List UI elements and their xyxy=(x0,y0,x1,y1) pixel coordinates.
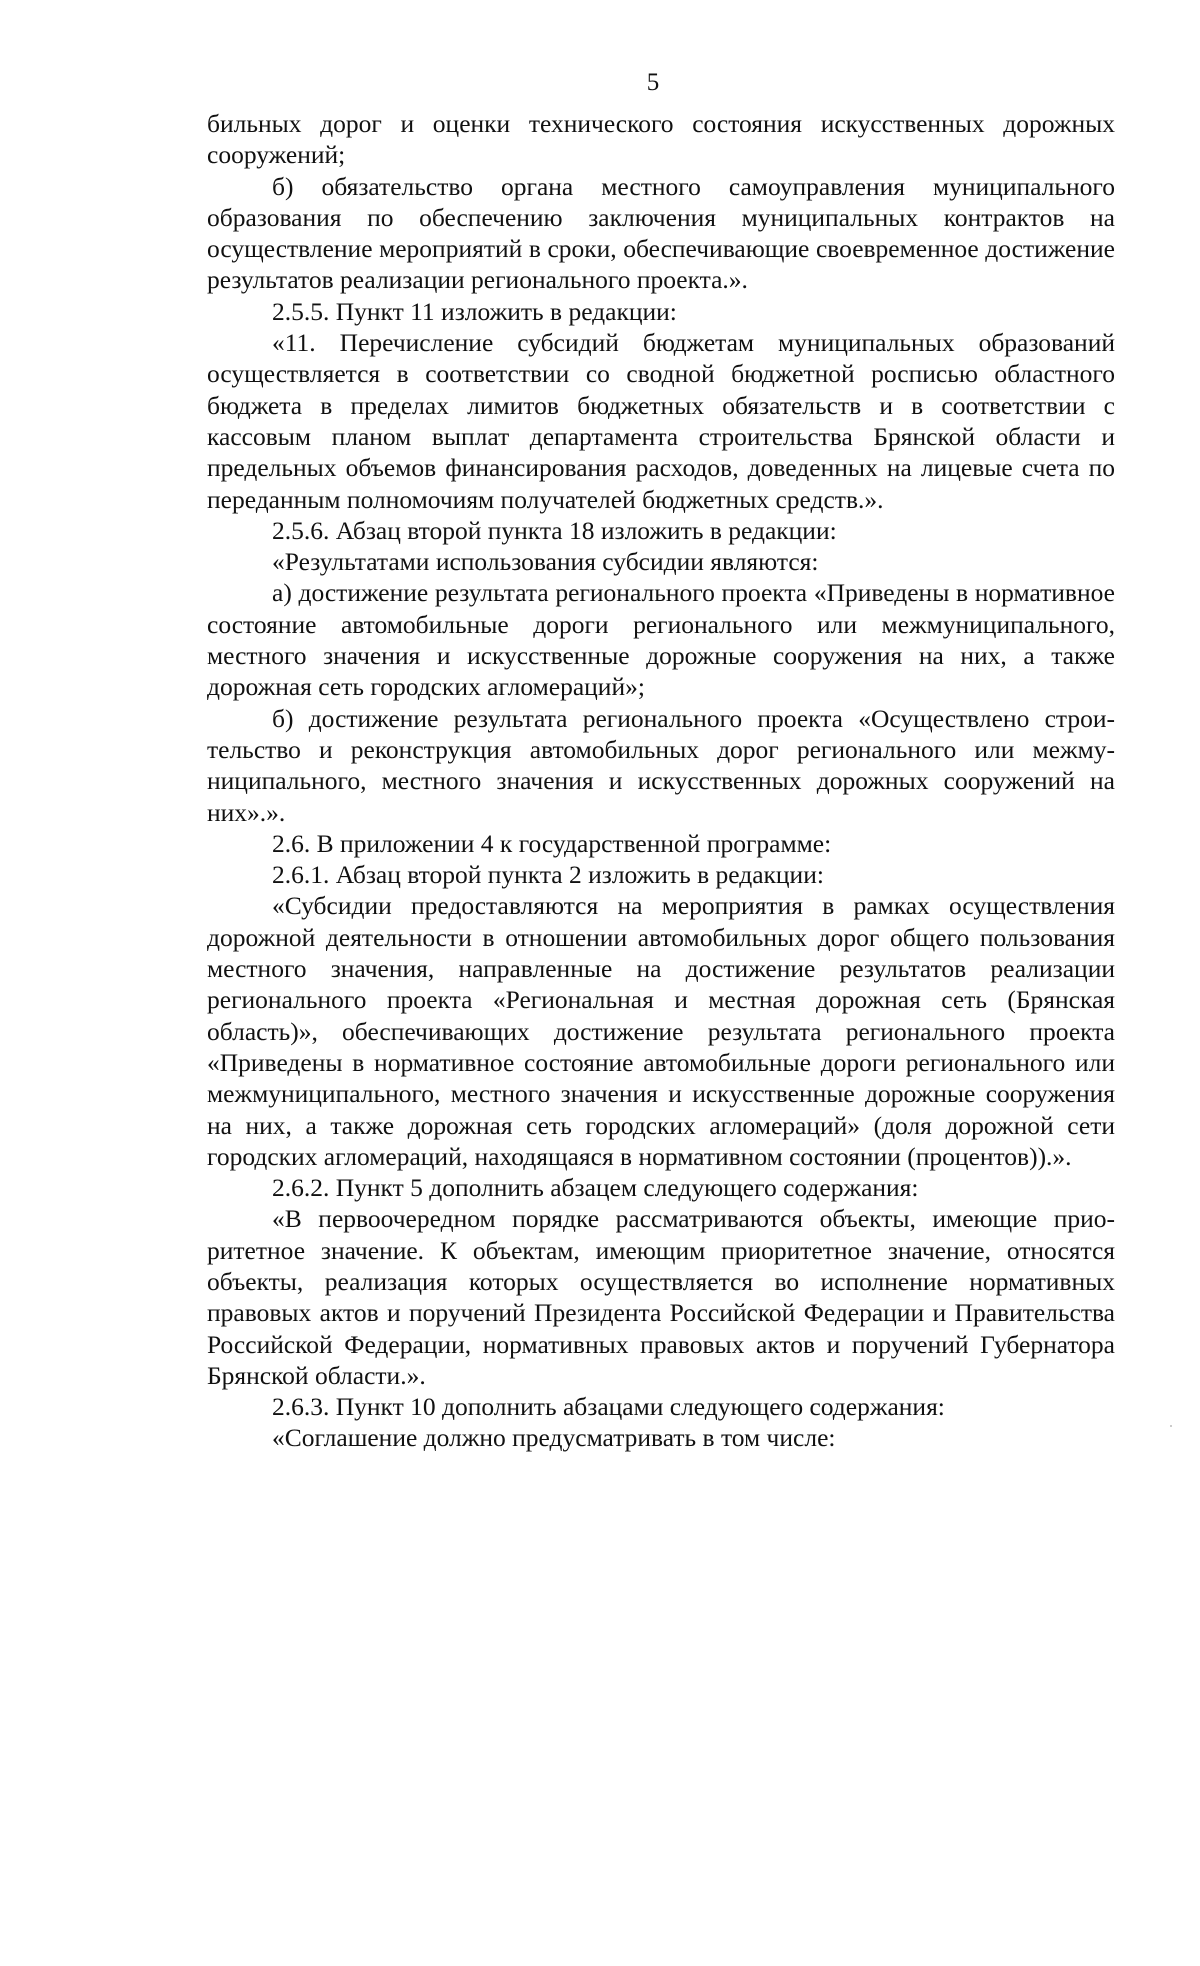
paragraph-quote-agreement: «Соглашение должно предусматривать в том числе: xyxy=(272,1423,836,1453)
paragraph-quote-subsidies: «Субсидии предоставляются на мероприятия в рамках осуществления дорожной деятельности в отношении автомобильных дорог общего пользования местного значения, направленные на достижение результатов реализации регионального проекта «Региональная и местная дорожная сеть (Брянская область)», обеспечивающих достижение результата регионального проекта «Приведены в нормативное состояние автомобильные дороги регионального или межмуниципального, местного значения и искусственные дорожные сооружения на них, а также дорожная сеть городских агломераций» (доля дорожной сети городских агломераций, находящаяся в нормативном состоянии (процентов)).». xyxy=(207,891,1115,1171)
paragraph-clause-2-6-1: 2.6.1. Абзац второй пункта 2 изложить в редакции: xyxy=(272,860,824,890)
scan-speck xyxy=(1170,1425,1172,1427)
paragraph-item-b-obligation: б) обязательство органа местного самоуправления муниципального образования по обеспечению заключения муниципальных контрактов на осуществление мероприятий в сроки, обеспечивающие своевременное достижение результатов реализации регионального проекта.». xyxy=(207,171,1115,295)
paragraph-quote-priority: «В первоочередном порядке рассматриваются объекты, имеющие приоритетное значение. К объектам, имеющим приоритетное значение, относятся объекты, реализация которых осуществляется во исполнение нормативных правовых актов и поручений Президента Российской Федерации и Правительства Российской Федерации, нормативных правовых актов и поручений Губернатора Брянской области.». xyxy=(207,1204,1115,1390)
paragraph-quote-results: «Результатами использования субсидии являются: xyxy=(272,547,819,577)
paragraph-item-a-result: а) достижение результата регионального проекта «Приведены в нормативное состояние автомобильные дороги регионального или межмуниципального, местного значения и искусственные дорожные сооружения на них, а также дорожная сеть городских агломераций»; xyxy=(207,578,1115,702)
paragraph-clause-2-5-5: 2.5.5. Пункт 11 изложить в редакции: xyxy=(272,296,677,326)
paragraph-clause-2-6: 2.6. В приложении 4 к государственной программе: xyxy=(272,828,832,858)
paragraph-clause-2-6-2: 2.6.2. Пункт 5 дополнить абзацем следующего содержания: xyxy=(272,1173,919,1203)
paragraph-quote-item-11: «11. Перечисление субсидий бюджетам муниципальных образований осуществляется в соответствии со сводной бюджетной росписью областного бюджета в пределах лимитов бюджетных обязательств и в соответствии с кассовым планом выплат департамента строительства Брянской области и предельных объемов финансирования расходов, доведенных на лицевые счета по переданным полномочиям получателей бюджетных средств.». xyxy=(207,328,1115,514)
page-number: 5 xyxy=(646,69,660,96)
paragraph-item-b-result: б) достижение результата регионального проекта «Осуществлено строительство и реконструкция автомобильных дорог регионального или межмуниципального, местного значения и искусственных дорожных сооружений на них».». xyxy=(207,703,1115,827)
paragraph-clause-2-5-6: 2.5.6. Абзац второй пункта 18 изложить в редакции: xyxy=(272,515,837,545)
paragraph-continuation: бильных дорог и оценки технического состояния искусственных дорожных сооружений; xyxy=(207,109,1115,170)
document-body xyxy=(207,108,1115,1454)
paragraph-clause-2-6-3: 2.6.3. Пункт 10 дополнить абзацами следующего содержания: xyxy=(272,1392,945,1422)
